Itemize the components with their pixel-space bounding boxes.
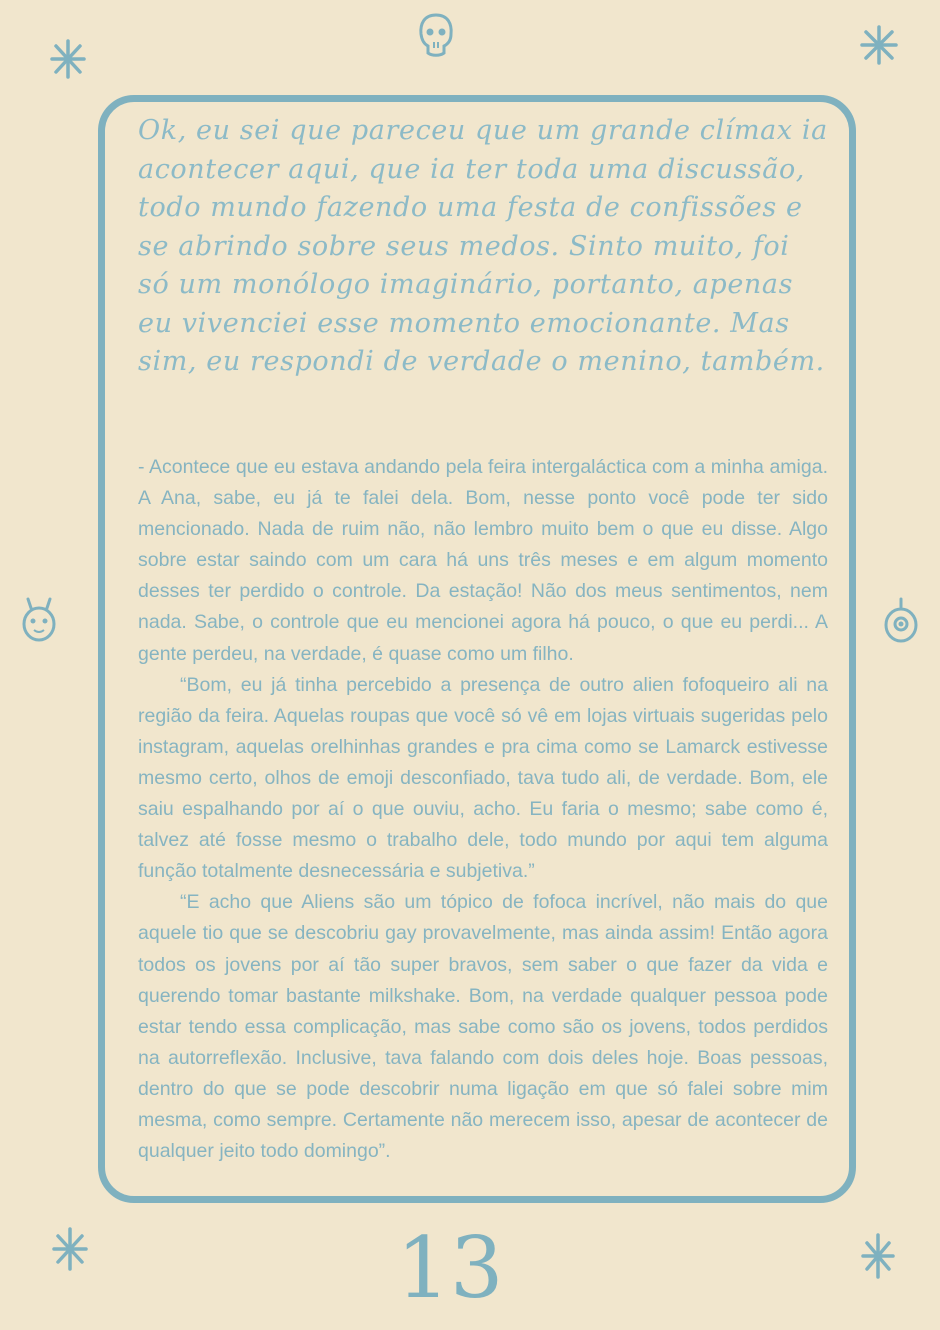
page-number: 13 <box>396 1219 504 1317</box>
story-paragraph: “E acho que Aliens são um tópico de fofoca incrível, não mais do que aquele tio que se descobriu gay provavelmente, mas ainda assim! Então agora todos os jovens por aí tão super bravos, sem saber o que fazer da vida e querendo tomar bastante milkshake. Bom, na verdade qualquer pessoa pode estar tendo essa complicação, mas sabe como são os jovens, todos perdidos na autorreflexão. Inclusive, tava falando com dois deles hoje. Boas pessoas, dentro do que se pode descobrir numa ligação em que só falei sobre mim mesma, como sempre. Certamente não merecem isso, apesar de acontecer de qualquer jeito todo domingo”. <box>138 891 828 1163</box>
star-icon <box>48 38 88 80</box>
robot-icon <box>882 596 920 644</box>
star-icon <box>50 1226 90 1272</box>
star-icon <box>860 1232 896 1280</box>
alien-icon <box>20 596 58 644</box>
star-icon <box>858 24 900 66</box>
story-body <box>138 452 828 1167</box>
story-paragraph: “Bom, eu já tinha percebido a presença de outro alien fofoqueiro ali na região da feira. Aquelas roupas que você só vê em lojas virtuais sugeridas pelo instagram, aquelas orelhinhas grandes e pra cima como se Lamarck estivesse mesmo certo, olhos de emoji desconfiado, tava tudo ali, de verdade. Bom, ele saiu espalhando por aí o que ouviu, acho. Eu faria o mesmo; sabe como é, talvez até fosse mesmo o trabalho dele, todo mundo por aqui tem alguma função totalmente desnecessária e subjetiva.” <box>138 673 828 883</box>
intro-handwritten-text: Ok, eu sei que pareceu que um grande clímax ia acontecer aqui, que ia ter toda uma discussão, todo mundo fazendo uma festa de confissões e se abrindo sobre seus medos. Sinto muito, foi só um monólogo imaginário, portanto, apenas eu vivenciei esse momento emocionante. Mas sim, eu respondi de verdade o menino, também. <box>138 115 828 377</box>
skull-icon <box>416 12 456 58</box>
story-paragraph: - Acontece que eu estava andando pela feira intergaláctica com a minha amiga. A Ana, sabe, eu já te falei dela. Bom, nesse ponto você pode ter sido mencionado. Nada de ruim não, não lembro muito bem o que eu disse. Algo sobre estar saindo com um cara há uns três meses e em algum momento desses ter perdido o controle. Da estação! Não dos meus sentimentos, nem nada. Sabe, o controle que eu mencionei agora há pouco, o que eu perdi... A gente perdeu, na verdade, é quase como um filho. <box>138 456 828 665</box>
